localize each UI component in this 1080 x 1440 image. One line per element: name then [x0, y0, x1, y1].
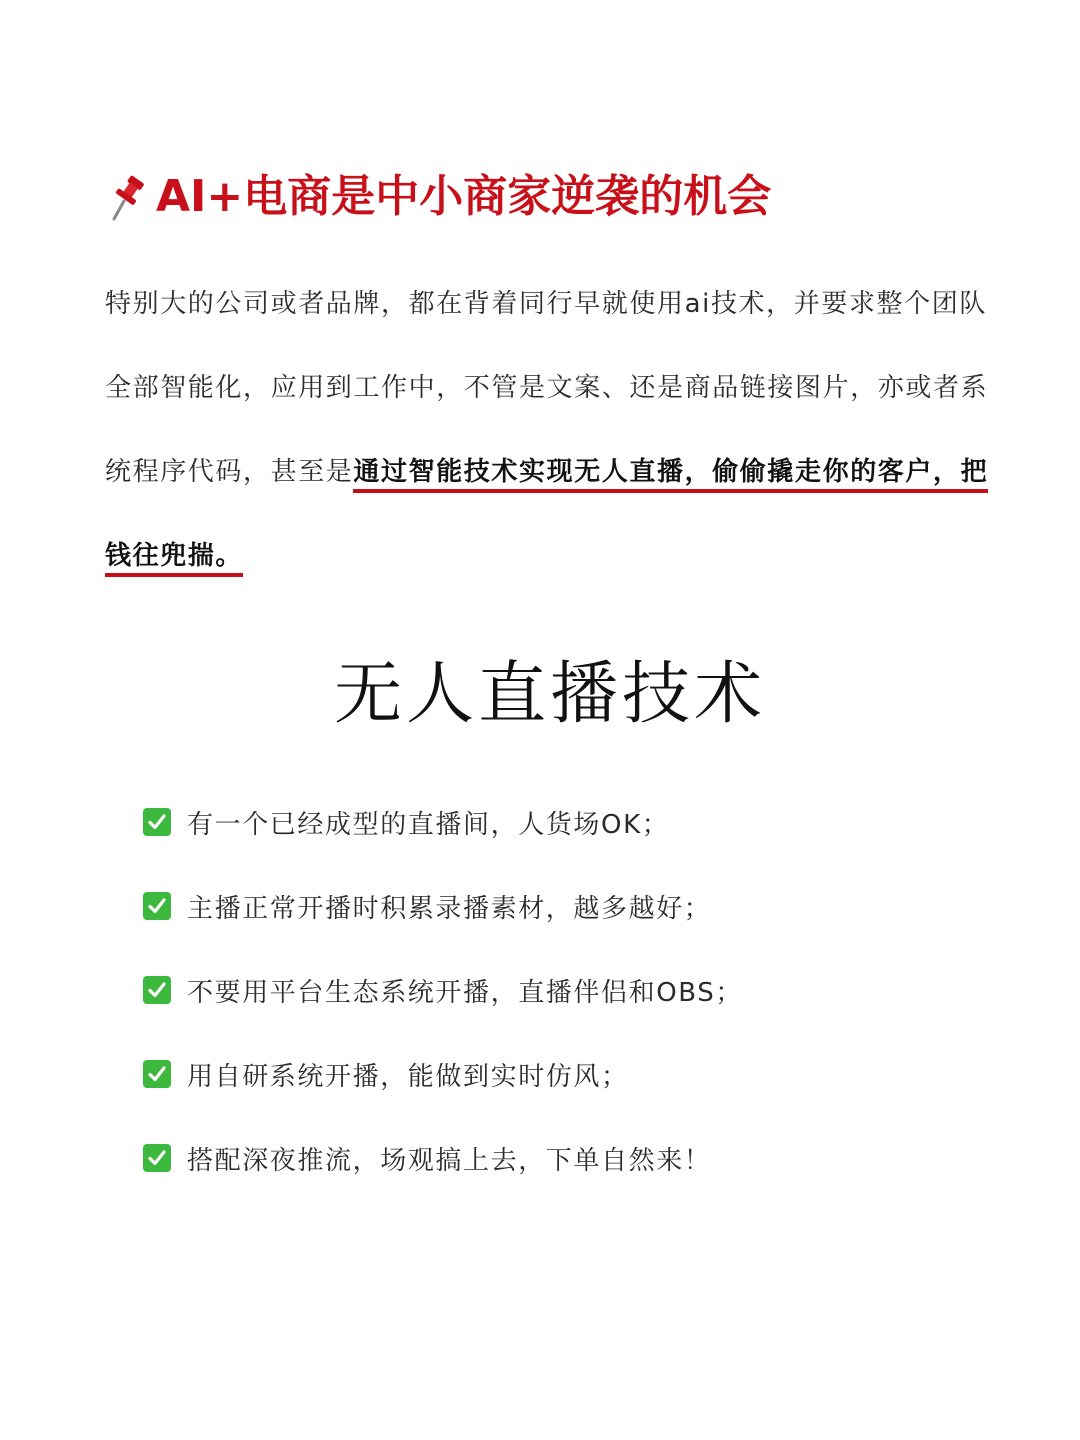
list-item	[143, 780, 1023, 864]
page-title: AI+电商是中小商家逆袭的机会	[156, 171, 772, 222]
list-item	[143, 864, 1023, 948]
header	[108, 160, 771, 224]
list-item	[143, 1116, 1023, 1200]
intro-highlight: 通过智能技术实现无人直播，偷偷撬走你的客户，把钱往兜揣。	[105, 457, 988, 577]
list-item-text: 主播正常开播时积累录播素材，越多越好；	[187, 893, 712, 924]
check-icon	[143, 1144, 171, 1172]
list-item-text: 搭配深夜推流，场观搞上去，下单自然来！	[187, 1145, 712, 1176]
list-item-text: 不要用平台生态系统开播，直播伴侣和OBS；	[187, 977, 743, 1008]
intro-text: 特别大的公司或者品牌，都在背着同行早就使用ai技术，并要求整个团队全部智能化，应用到工作中，不管是文案、还是商品链接图片，亦或者系统程序代码，甚至是	[105, 289, 989, 487]
check-icon	[143, 892, 171, 920]
list-item	[143, 1032, 1023, 1116]
pushpin-icon	[108, 169, 144, 223]
list-item-text: 有一个已经成型的直播间，人货场OK；	[187, 809, 670, 840]
list-item	[143, 948, 1023, 1032]
list-item-text: 用自研系统开播，能做到实时仿风；	[187, 1061, 629, 1092]
check-icon	[143, 1060, 171, 1088]
section-title: 无人直播技术	[333, 655, 766, 734]
check-icon	[143, 976, 171, 1004]
intro-paragraph	[105, 262, 1005, 598]
check-icon	[143, 808, 171, 836]
checklist	[143, 780, 1023, 1200]
